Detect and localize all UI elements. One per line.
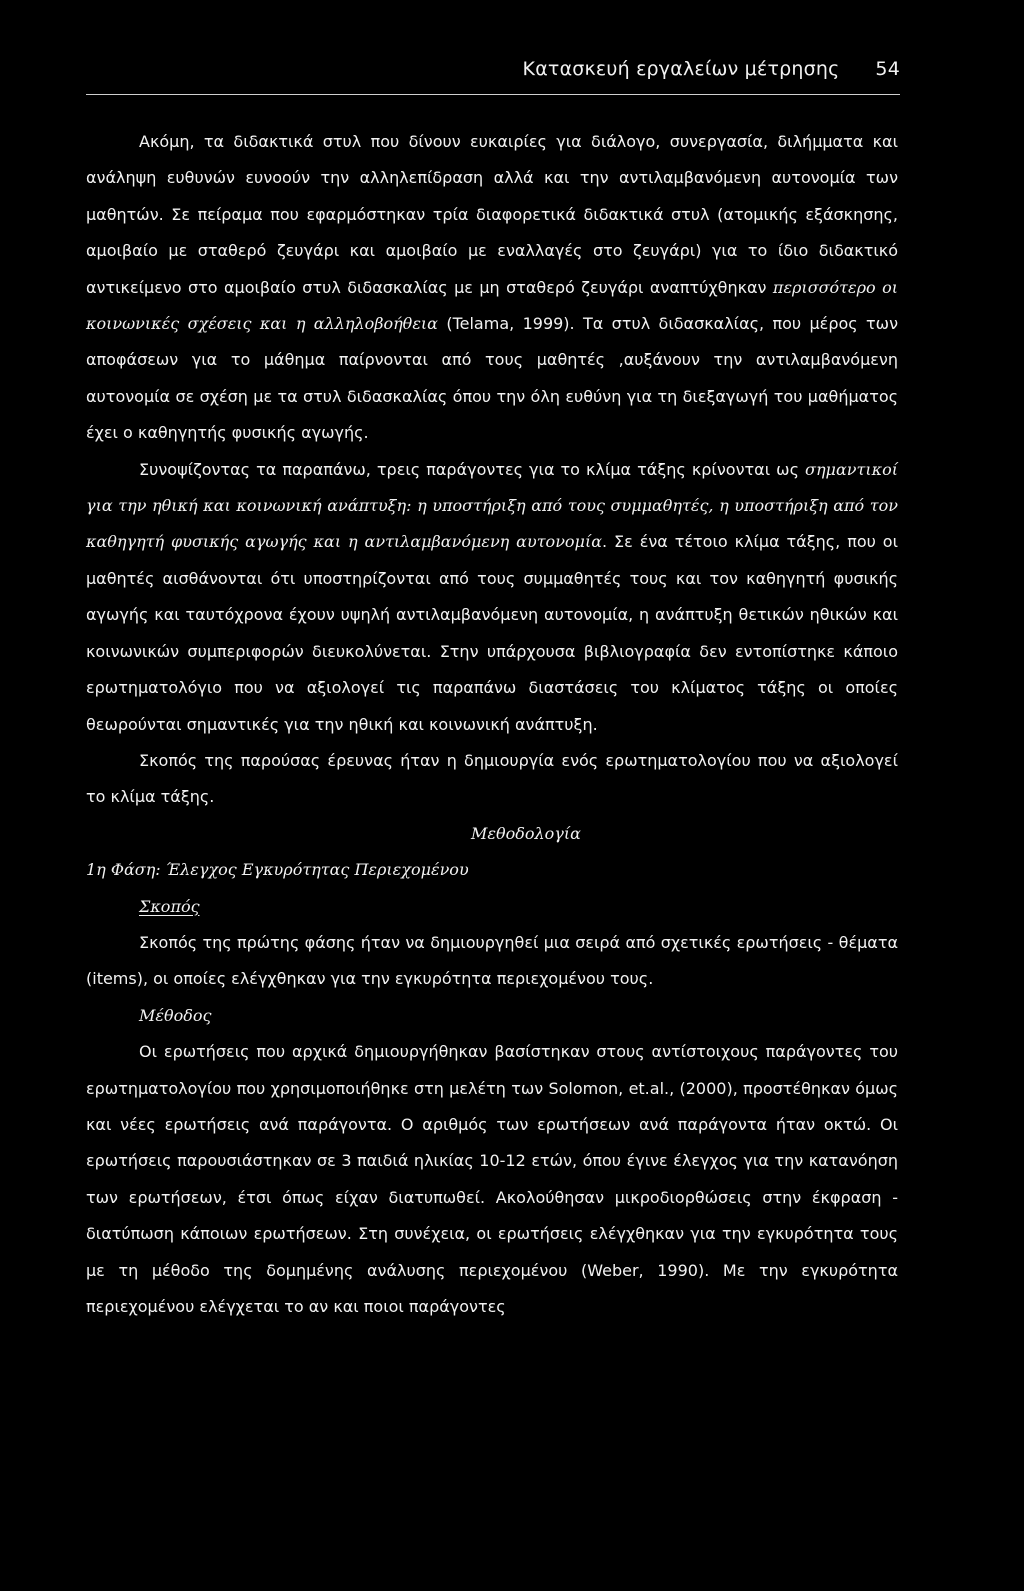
section-title (86, 816, 898, 852)
aim-heading (86, 889, 898, 925)
paragraph-3: Σκοπός της παρούσας έρευνας ήταν η δημιουργία ενός ερωτηματολογίου που να αξιολογεί το κλίμα τάξης. (86, 750, 898, 807)
aim-heading-text: Σκοπός (139, 896, 200, 916)
page-header (86, 58, 900, 80)
paragraph-4: Σκοπός της πρώτης φάσης ήταν να δημιουργηθεί μια σειρά από σχετικές ερωτήσεις - θέματα (items), οι οποίες ελέγχθηκαν για την εγκυρότητα περιεχομένου τους. (86, 932, 898, 989)
paragraph-2-text-a: Συνοψίζοντας τα παραπάνω, τρεις παράγοντες για το κλίμα τάξης κρίνονται ως (139, 459, 806, 479)
paragraph-1-italic: περισσότερο οι κοινωνικές σχέσεις και η αλληλοβοήθεια (86, 277, 898, 334)
paragraph-2-italic: σημαντικοί για την ηθική και κοινωνική ανάπτυξη: η υποστήριξη από τους συμμαθητές, η υποστήριξη από τον καθηγητή φυσικής αγωγής και η αντιλαμβανόμενη αυτονομία (86, 459, 898, 552)
phase-title: 1η Φάση: Έλεγχος Εγκυρότητας Περιεχομένου (86, 860, 469, 880)
running-title: Κατασκευή εργαλείων μέτρησης (522, 58, 840, 80)
paragraph-1-text-a: Ακόμη, τα διδακτικά στυλ που δίνουν ευκαιρίες για διάλογο, συνεργασία, διλήμματα και ανάληψη ευθυνών ευνοούν την αλληλεπίδραση αλλά και την αντιλαμβανόμενη αυτονομία των μαθητών. Σε πείραμα που εφαρμόστηκαν τρία διαφορετικά διδακτικά στυλ (ατομικής εξάσκησης, αμοιβαίο με σταθερό ζευγάρι και αμοιβαίο με εναλλαγές στο ζευγάρι) για το ίδιο διδακτικό αντικείμενο στο αμοιβαίο στυλ διδασκαλίας με μη σταθερό ζευγάρι αναπτύχθηκαν (86, 132, 898, 297)
paragraph-2 (86, 452, 898, 743)
paragraph-1 (86, 124, 898, 452)
method-heading: Μέθοδος (139, 1005, 212, 1025)
paragraph-5: Οι ερωτήσεις που αρχικά δημιουργήθηκαν βασίστηκαν στους αντίστοιχους παράγοντες του ερωτηματολογίου που χρησιμοποιήθηκε στη μελέτη των Solomon, et.al., (2000), προστέθηκαν όμως και νέες ερωτήσεις ανά παράγοντα. Ο αριθμός των ερωτήσεων ανά παράγοντα ήταν οκτώ. Οι ερωτήσεις παρουσιάστηκαν σε 3 παιδιά ηλικίας 10-12 ετών, όπου έγινε έλεγχος για την κατανόηση των ερωτήσεων, έτσι όπως είχαν διατυπωθεί. Ακολούθησαν μικροδιορθώσεις στην έκφραση - διατύπωση κάποιων ερωτήσεων. Στη συνέχεια, οι ερωτήσεις ελέγχθηκαν για την εγκυρότητα τους με τη μέθοδο της δομημένης ανάλυσης περιεχομένου (Weber, 1990). Με την εγκυρότητα περιεχομένου ελέγχεται το αν και ποιοι παράγοντες (86, 1042, 898, 1316)
page-number: 54 (875, 58, 900, 80)
section-title-text: Μεθοδολογία (471, 823, 581, 843)
header-rule (86, 94, 900, 95)
paragraph-1-text-b: (Telama, 1999). Τα στυλ διδασκαλίας, που μέρος των αποφάσεων για το μάθημα παίρνονται από τους μαθητές ,αυξάνουν την αντιλαμβανόμενη αυτονομία σε σχέση με τα στυλ διδασκαλίας όπου την όλη ευθύνη για τη διεξαγωγή του μαθήματος έχει ο καθηγητής φυσικής αγωγής. (86, 314, 898, 443)
paragraph-2-text-b: . Σε ένα τέτοιο κλίμα τάξης, που οι μαθητές αισθάνονται ότι υποστηρίζονται από τους συμμαθητές τους και τον καθηγητή φυσικής αγωγής και ταυτόχρονα έχουν υψηλή αντιλαμβανόμενη αυτονομία, η ανάπτυξη θετικών ηθικών και κοινωνικών συμπεριφορών διευκολύνεται. Στην υπάρχουσα βιβλιογραφία δεν εντοπίστηκε κάποιο ερωτηματολόγιο που να αξιολογεί τις παραπάνω διαστάσεις του κλίματος τάξης οι οποίες θεωρούνται σημαντικές για την ηθική και κοινωνική ανάπτυξη. (86, 532, 898, 734)
page-body (86, 124, 898, 1325)
